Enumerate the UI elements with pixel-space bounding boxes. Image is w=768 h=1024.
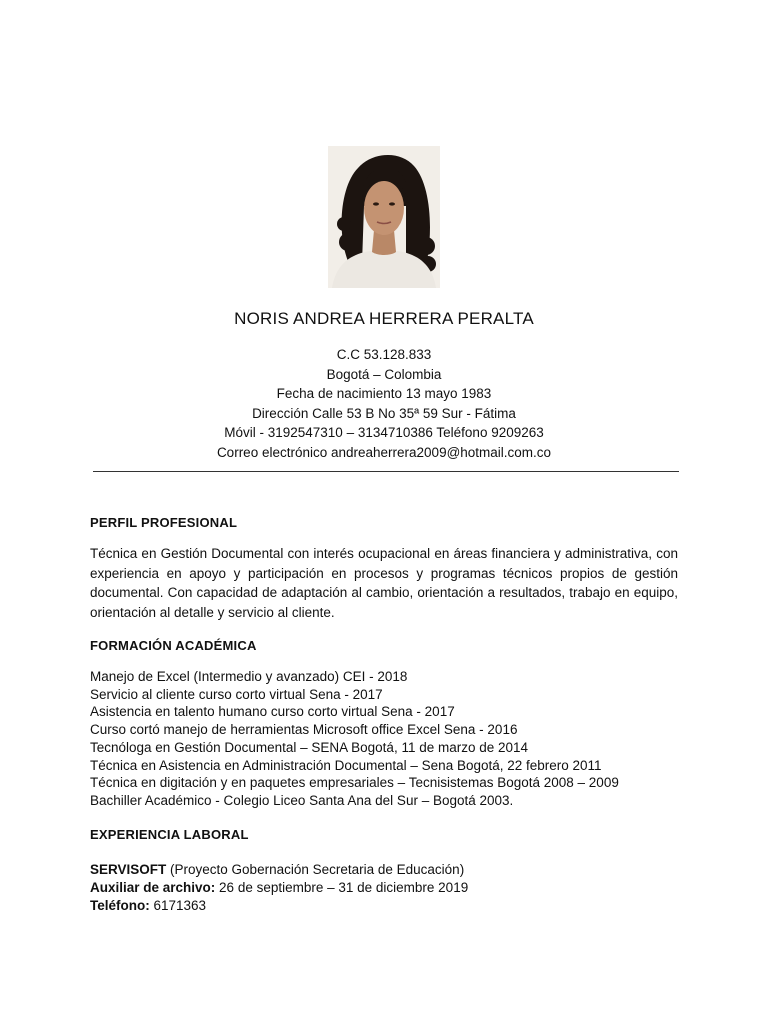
company-detail: (Proyecto Gobernación Secretaria de Educación) (166, 862, 465, 877)
role-value: 26 de septiembre – 31 de diciembre 2019 (215, 879, 469, 895)
list-item: Técnica en digitación y en paquetes empresariales – Tecnisistemas Bogotá 2008 – 2009 (90, 775, 619, 791)
role-label: Auxiliar de archivo: (90, 879, 216, 895)
profile-heading: PERFIL PROFESIONAL (90, 515, 238, 530)
list-item: Técnica en Asistencia en Administración Documental – Sena Bogotá, 22 febrero 2011 (90, 757, 602, 773)
contact-block (0, 345, 768, 462)
phone-numbers: Móvil - 3192547310 – 3134710386 Teléfono 9209263 (224, 425, 544, 440)
location: Bogotá – Colombia (326, 366, 442, 382)
list-item: Asistencia en talento humano curso corto virtual Sena - 2017 (90, 704, 455, 720)
list-item: Tecnóloga en Gestión Documental – SENA Bogotá, 11 de marzo de 2014 (90, 739, 529, 755)
list-item: Bachiller Académico - Colegio Liceo Santa Ana del Sur – Bogotá 2003. (90, 792, 514, 808)
experience-entry (90, 861, 468, 914)
birth-date: Fecha de nacimiento 13 mayo 1983 (276, 386, 492, 401)
list-item: Servicio al cliente curso corto virtual Sena - 2017 (90, 686, 383, 702)
education-heading: FORMACIÓN ACADÉMICA (90, 638, 257, 653)
profile-photo (328, 146, 440, 288)
id-number: C.C 53.128.833 (336, 347, 432, 362)
profile-text: Técnica en Gestión Documental con interés ocupacional en áreas financiera y administrativa, con experiencia en apoyo y participación en procesos y programas técnicos propios de gestión documental. Con capacidad de adaptación al cambio, orientación a resultados, trabajo en equipo, orientación al detalle y servicio al cliente. (90, 546, 678, 620)
list-item: Manejo de Excel (Intermedio y avanzado) CEI - 2018 (90, 669, 408, 684)
company-name: SERVISOFT (90, 862, 167, 877)
phone-line (90, 897, 468, 915)
education-list (90, 668, 619, 810)
experience-heading: EXPERIENCIA LABORAL (90, 827, 249, 842)
company-line (90, 861, 468, 879)
phone-label: Teléfono: (90, 897, 150, 913)
email: Correo electrónico andreaherrera2009@hotmail.com.co (216, 444, 552, 460)
list-item: Curso cortó manejo de herramientas Microsoft office Excel Sena - 2016 (90, 722, 518, 738)
role-line (90, 879, 468, 897)
candidate-name: NORIS ANDREA HERRERA PERALTA (234, 309, 534, 328)
address: Dirección Calle 53 B No 35ª 59 Sur - Fátima (252, 405, 516, 421)
phone-value: 6171363 (149, 897, 207, 913)
header-divider (93, 471, 679, 472)
